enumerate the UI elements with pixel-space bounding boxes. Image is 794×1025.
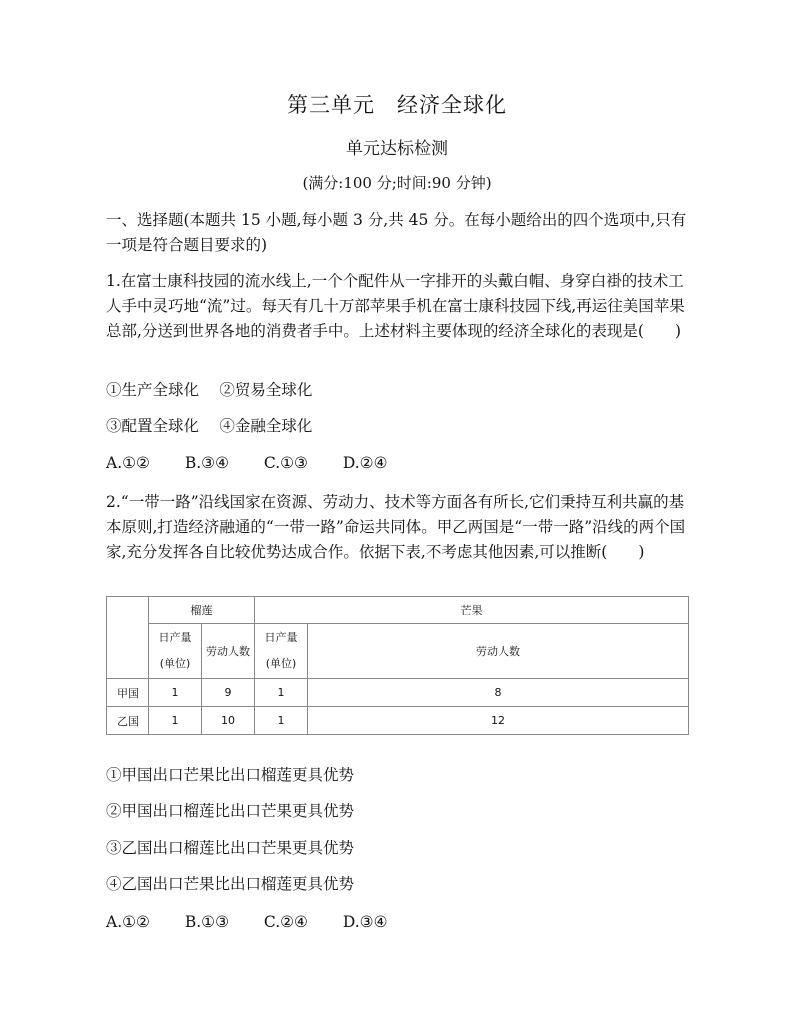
answer-choice-a[interactable]: A.①② (106, 454, 150, 472)
question-1-answers (106, 452, 417, 474)
cell-durian-workers: 10 (202, 707, 255, 735)
section-heading: 一、选择题(本题共 15 小题,每小题 3 分,共 45 分。在每小题给出的四个选项中,只有一项是符合题目要求的) (106, 211, 687, 254)
exam-meta: (满分:100 分;时间:90 分钟) (302, 174, 492, 192)
question-2-stem: 2.“一带一路”沿线国家在资源、劳动力、技术等方面各有所长,它们秉持互利共赢的基本原则,打造经济融通的“一带一路”命运共同体。甲乙两国是“一带一路”沿线的两个国家,充分发挥各自比较优势达成合作。依据下表,不考虑其他因素,可以推断( ) (106, 493, 686, 561)
cell-mango-workers: 12 (308, 707, 689, 735)
page-title: 第三单元 经济全球化 (287, 93, 507, 117)
question-1-options-row-2: ③配置全球化 ④金融全球化 (106, 417, 313, 435)
question-1-options-row-1: ①生产全球化 ②贸易全球化 (106, 381, 313, 399)
table-group-header-mango: 芒果 (255, 597, 689, 624)
header-output-line-2: (单位) (159, 657, 191, 670)
table-header-mango-output (255, 624, 308, 679)
cell-mango-output: 1 (255, 679, 308, 707)
table-corner-cell (107, 597, 149, 679)
header-output-line-1: 日产量 (264, 631, 298, 644)
table-row (107, 679, 689, 707)
header-output-line-1: 日产量 (158, 631, 192, 644)
answer-choice-b[interactable]: B.①③ (184, 913, 229, 931)
table-header-mango-workers: 劳动人数 (308, 624, 689, 679)
answer-choice-a[interactable]: A.①② (106, 913, 150, 931)
row-country: 甲国 (107, 679, 149, 707)
table-header-durian-workers: 劳动人数 (202, 624, 255, 679)
cell-durian-output: 1 (149, 679, 202, 707)
question-2-option-3: ③乙国出口榴莲比出口芒果更具优势 (106, 839, 355, 857)
table-header-durian-output (149, 624, 202, 679)
cell-durian-workers: 9 (202, 679, 255, 707)
answer-choice-d[interactable]: D.③④ (342, 913, 388, 931)
question-2-option-4: ④乙国出口芒果比出口榴莲更具优势 (106, 875, 355, 893)
cell-durian-output: 1 (149, 707, 202, 735)
question-2-option-1: ①甲国出口芒果比出口榴莲更具优势 (106, 766, 355, 784)
question-2-answers (106, 911, 417, 933)
comparison-table (106, 596, 689, 735)
header-output-line-2: (单位) (265, 657, 297, 670)
answer-choice-c[interactable]: C.②④ (263, 913, 308, 931)
answer-choice-c[interactable]: C.①③ (263, 454, 308, 472)
question-1-stem: 1.在富士康科技园的流水线上,一个个配件从一字排开的头戴白帽、身穿白褂的技术工人手中灵巧地“流”过。每天有几十万部苹果手机在富士康科技园下线,再运往美国苹果总部,分送到世界各地的消费者手中。上述材料主要体现的经济全球化的表现是( ) (106, 272, 685, 340)
answer-choice-d[interactable]: D.②④ (342, 454, 388, 472)
cell-mango-workers: 8 (308, 679, 689, 707)
page-subtitle: 单元达标检测 (346, 139, 448, 159)
answer-choice-b[interactable]: B.③④ (184, 454, 229, 472)
table-group-header-durian: 榴莲 (149, 597, 255, 624)
row-country: 乙国 (107, 707, 149, 735)
table-row (107, 707, 689, 735)
cell-mango-output: 1 (255, 707, 308, 735)
question-2-option-2: ②甲国出口榴莲比出口芒果更具优势 (106, 802, 355, 820)
